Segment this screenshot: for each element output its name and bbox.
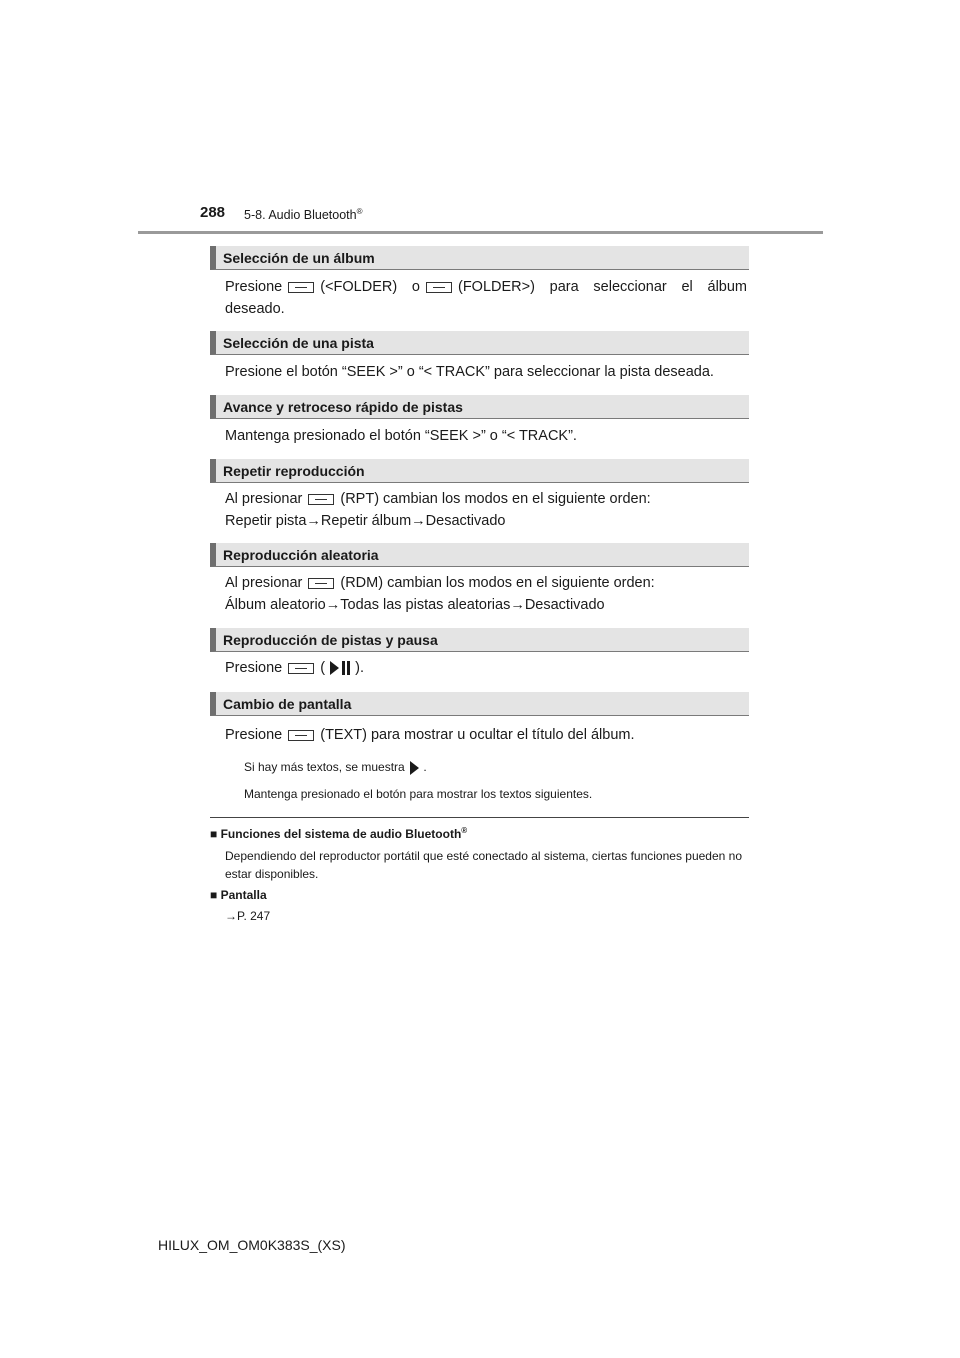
section-heading-repeat: Repetir reproducción (210, 459, 749, 483)
section-heading-fast-forward: Avance y retroceso rápido de pistas (210, 395, 749, 419)
album-text-c: (FOLDER>) para seleccionar el álbum (457, 279, 747, 295)
play-text-c: ). (355, 660, 364, 676)
note-text-functions: Dependiendo del reproductor portátil que esté conectado al sistema, ciertas funciones pueden no estar disponibles. (225, 849, 743, 881)
play-text-a: Presione (225, 660, 283, 676)
display-note-1-b: . (423, 760, 427, 774)
button-key-icon (288, 282, 314, 293)
display-instruction (225, 724, 747, 746)
button-key-icon (308, 578, 334, 589)
registered-mark: ® (356, 207, 363, 216)
note-bullet-icon: ■ (210, 888, 218, 902)
notes-divider (210, 817, 749, 818)
section-heading-album: Selección de un álbum (210, 246, 749, 270)
play-text-b: ( (320, 660, 326, 676)
more-text-arrow-icon (408, 760, 420, 776)
button-key-icon (426, 282, 452, 293)
note-title-screen: Pantalla (220, 888, 267, 902)
display-note-2: Mantenga presionado el botón para mostrar los textos siguientes. (244, 787, 593, 801)
note-text-screen-ref: →P. 247 (225, 909, 271, 923)
repeat-text-b: (RPT) cambian los modos en el siguiente orden: (340, 491, 651, 507)
random-modes: Álbum aleatorio→Todas las pistas aleatorias→Desactivado (225, 597, 605, 613)
registered-mark: ® (461, 826, 468, 835)
note-heading-functions (210, 826, 467, 841)
section-heading-track: Selección de una pista (210, 331, 749, 355)
note-heading-screen (210, 888, 267, 902)
album-instruction-line1 (225, 276, 747, 298)
section-heading-display: Cambio de pantalla (210, 692, 749, 716)
header-divider (138, 231, 823, 234)
random-text-b: (RDM) cambian los modos en el siguiente orden: (340, 575, 655, 591)
random-instruction-line1 (225, 572, 747, 594)
track-instruction: Presione el botón “SEEK >” o “< TRACK” para seleccionar la pista deseada. (225, 364, 714, 380)
album-instruction-line2: deseado. (225, 301, 285, 317)
section-heading-random: Reproducción aleatoria (210, 543, 749, 567)
repeat-text-a: Al presionar (225, 491, 303, 507)
album-text-b: (<FOLDER) o (320, 279, 420, 295)
manual-code: HILUX_OM_OM0K383S_(XS) (158, 1237, 346, 1253)
fast-forward-instruction: Mantenga presionado el botón “SEEK >” o “< TRACK”. (225, 428, 577, 444)
random-text-a: Al presionar (225, 575, 303, 591)
album-text-a: Presione (225, 279, 283, 295)
button-key-icon (288, 663, 314, 674)
note-bullet-icon: ■ (210, 827, 218, 841)
note-title-functions: Funciones del sistema de audio Bluetooth (220, 827, 462, 841)
play-pause-instruction (225, 657, 747, 679)
section-title (244, 207, 363, 222)
play-pause-icon (329, 660, 351, 676)
button-key-icon (308, 494, 334, 505)
repeat-modes: Repetir pista→Repetir álbum→Desactivado (225, 513, 506, 529)
section-heading-play-pause: Reproducción de pistas y pausa (210, 628, 749, 652)
display-note-1-a: Si hay más textos, se muestra (244, 760, 405, 774)
display-text-a: Presione (225, 727, 283, 743)
button-key-icon (288, 730, 314, 741)
page-number: 288 (200, 204, 226, 221)
display-text-b: (TEXT) para mostrar u ocultar el título del álbum. (320, 727, 635, 743)
display-note-1 (244, 758, 427, 776)
repeat-instruction-line1 (225, 488, 747, 510)
section-title-text: 5-8. Audio Bluetooth (244, 208, 357, 223)
